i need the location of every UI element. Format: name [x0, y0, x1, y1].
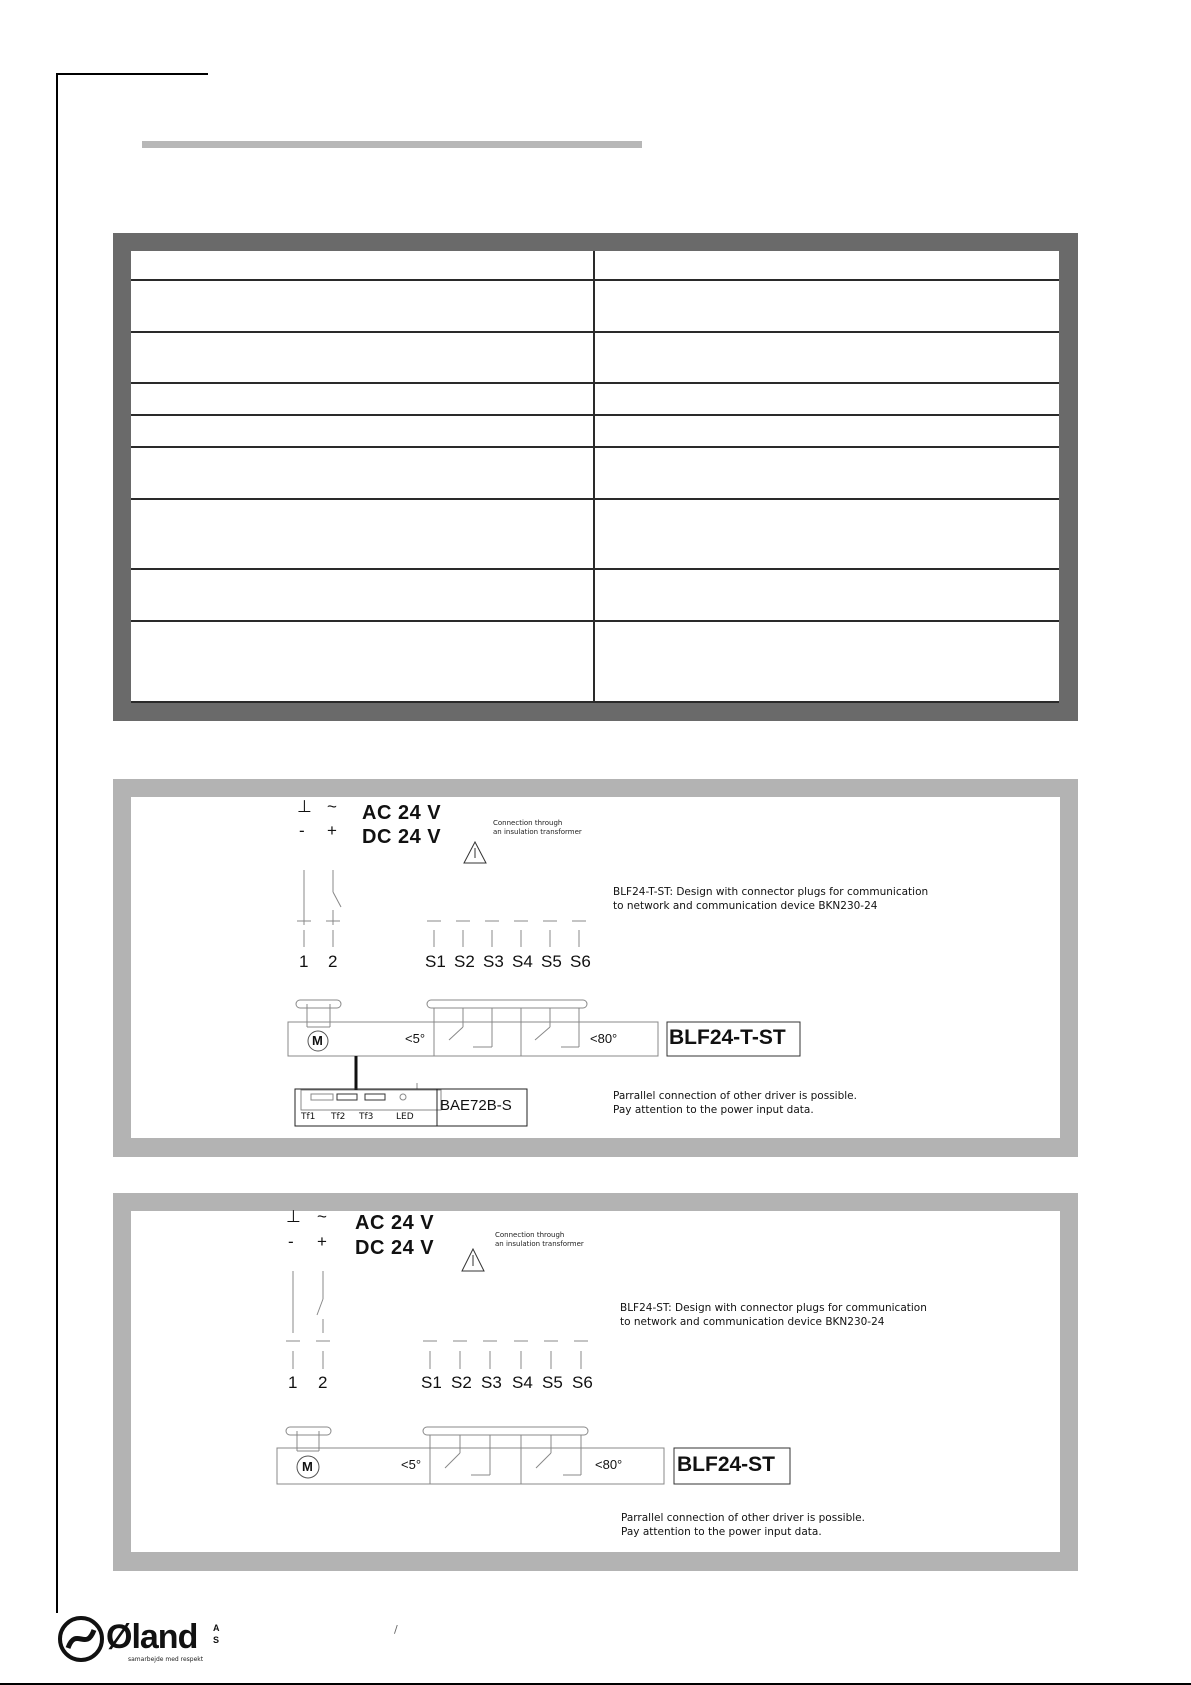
motor-symbol: M	[312, 1033, 323, 1048]
wiring-diagram-2-lines	[131, 1211, 1060, 1552]
design-note-line-2: to network and communication device BKN230-24	[613, 900, 878, 912]
page-border-top	[56, 73, 208, 75]
company-logo	[58, 1614, 228, 1670]
terminal-label: 1	[299, 952, 309, 971]
page-border-left	[56, 73, 58, 1613]
terminal-label: S1	[421, 1373, 442, 1392]
warning-line-2: an insulation transformer	[493, 828, 582, 836]
plus-symbol: +	[327, 821, 337, 840]
ac-voltage-label: AC 24 V	[355, 1212, 435, 1234]
table-row	[131, 251, 1059, 281]
logo-as-a: A	[213, 1623, 220, 1633]
design-note	[620, 1301, 927, 1329]
warning-line-1: Connection through	[495, 1231, 565, 1239]
logo-mark-icon	[58, 1616, 104, 1662]
warning-text	[495, 1231, 584, 1249]
terminal-label: S5	[541, 952, 562, 971]
wiring-diagram-1-lines	[131, 797, 1060, 1138]
terminal-label: S6	[572, 1373, 593, 1392]
terminal-label: S6	[570, 952, 591, 971]
parallel-note-line-1: Parrallel connection of other driver is possible.	[613, 1090, 857, 1102]
table-column-divider	[593, 251, 595, 703]
wiring-diagram-1-frame	[113, 779, 1078, 1157]
design-note-line-2: to network and communication device BKN230-24	[620, 1316, 885, 1328]
terminal-label: S5	[542, 1373, 563, 1392]
table-row	[131, 384, 1059, 416]
ac-voltage-label: AC 24 V	[362, 802, 442, 824]
logo-as-s: S	[213, 1635, 220, 1645]
module-label: Tf3	[359, 1112, 374, 1122]
module-label: LED	[396, 1112, 414, 1122]
warning-line-1: Connection through	[493, 819, 563, 827]
parallel-note	[613, 1089, 857, 1117]
table-row	[131, 448, 1059, 500]
motor-symbol: M	[302, 1459, 313, 1474]
table-row	[131, 416, 1059, 448]
table-row	[131, 281, 1059, 333]
wiring-diagram-1	[131, 797, 1060, 1138]
module-label: Tf2	[331, 1112, 346, 1122]
actuator-model: BLF24-ST	[677, 1453, 776, 1476]
ground-symbol: ⊥	[297, 797, 312, 816]
module-model: BAE72B-S	[440, 1097, 512, 1114]
terminal-label: 2	[318, 1373, 328, 1392]
plus-symbol: +	[317, 1232, 327, 1251]
terminal-label: 1	[288, 1373, 298, 1392]
angle-low-label: <5°	[401, 1457, 422, 1472]
parallel-note-line-1: Parrallel connection of other driver is possible.	[621, 1512, 865, 1524]
ground-symbol: ⊥	[286, 1207, 301, 1226]
parallel-note-line-2: Pay attention to the power input data.	[613, 1104, 814, 1116]
table-row	[131, 500, 1059, 570]
table-row	[131, 622, 1059, 703]
minus-symbol: -	[288, 1232, 294, 1251]
module-label: Tf1	[301, 1112, 316, 1122]
tilde-symbol: ~	[327, 797, 337, 816]
angle-high-label: <80°	[590, 1031, 618, 1046]
warning-text	[493, 819, 582, 837]
terminal-label: S2	[451, 1373, 472, 1392]
design-note	[613, 885, 928, 913]
wiring-diagram-2	[131, 1207, 1060, 1552]
table-row	[131, 333, 1059, 384]
footer-mark: /	[394, 1623, 398, 1636]
spec-table	[131, 251, 1059, 703]
angle-high-label: <80°	[595, 1457, 623, 1472]
angle-low-label: <5°	[405, 1031, 426, 1046]
actuator-model: BLF24-T-ST	[669, 1026, 786, 1049]
design-note-line-1: BLF24-T-ST: Design with connector plugs for communication	[613, 886, 929, 898]
terminal-label: S3	[483, 952, 504, 971]
parallel-note-line-2: Pay attention to the power input data.	[621, 1526, 822, 1538]
parallel-note	[621, 1511, 865, 1539]
terminal-label: S4	[512, 952, 533, 971]
minus-symbol: -	[299, 821, 305, 840]
terminal-label: S1	[425, 952, 446, 971]
title-underline	[142, 141, 642, 148]
terminal-label: 2	[328, 952, 338, 971]
terminal-label: S4	[512, 1373, 533, 1392]
logo-tagline: samarbejde med respekt	[128, 1656, 204, 1663]
wiring-diagram-2-frame	[113, 1193, 1078, 1571]
design-note-line-1: BLF24-ST: Design with connector plugs for communication	[620, 1302, 927, 1314]
warning-line-2: an insulation transformer	[495, 1240, 584, 1248]
dc-voltage-label: DC 24 V	[362, 826, 442, 848]
tilde-symbol: ~	[317, 1207, 327, 1226]
terminal-label: S2	[454, 952, 475, 971]
terminal-label: S3	[481, 1373, 502, 1392]
logo-text: Øland	[106, 1618, 198, 1656]
dc-voltage-label: DC 24 V	[355, 1237, 435, 1259]
table-row	[131, 570, 1059, 622]
